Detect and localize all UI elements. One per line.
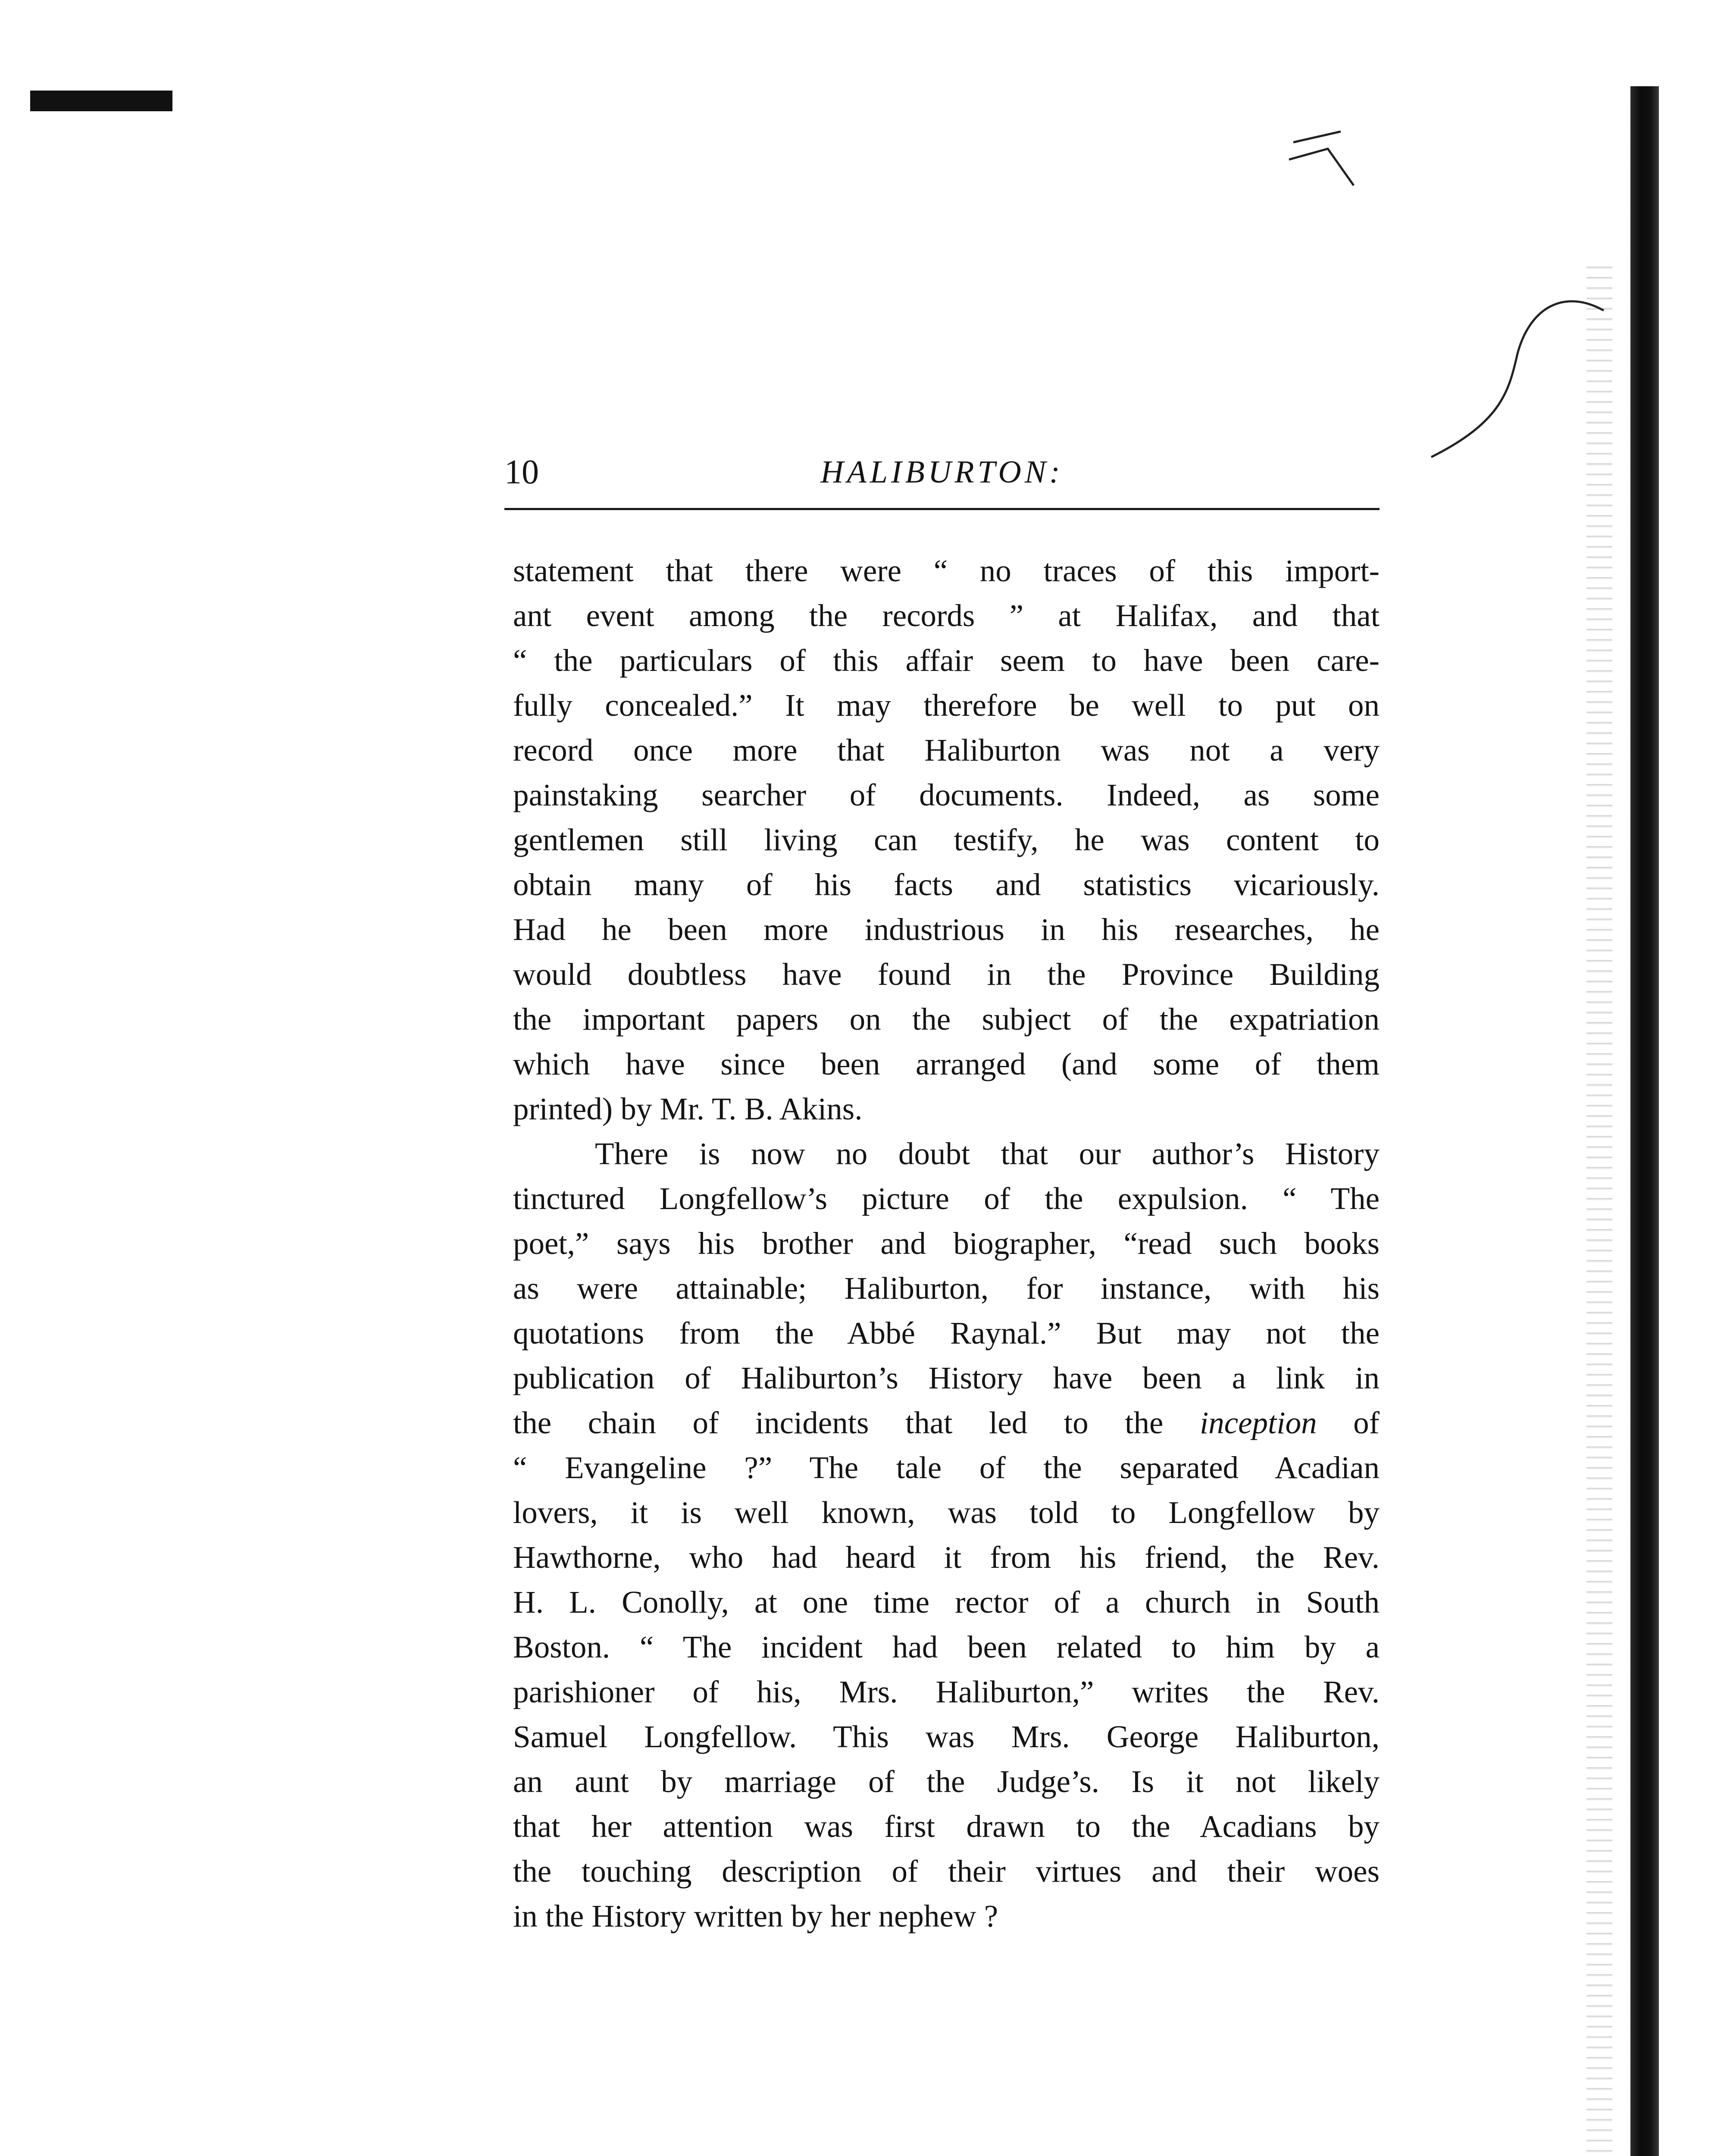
binding-speckle xyxy=(1586,259,1612,2156)
text-line: “ the particulars of this affair seem to have been care- xyxy=(513,643,1380,678)
text-line: publication of Haliburton’s History have been a link in xyxy=(513,1360,1380,1395)
text-line: Had he been more industrious in his researches, he xyxy=(513,912,1380,947)
text-fragment: the chain of incidents that led to the xyxy=(513,1405,1200,1440)
text-line: in the History written by her nephew ? xyxy=(513,1899,998,1934)
text-line: tinctured Longfellow’s picture of the expulsion. “ The xyxy=(513,1181,1380,1216)
scan-edge-mark xyxy=(30,91,172,111)
text-line: printed) by Mr. T. B. Akins. xyxy=(513,1091,863,1126)
body-text xyxy=(513,548,1380,1939)
text-line: fully concealed.” It may therefore be well to put on xyxy=(513,688,1380,723)
pencil-annotation-mark xyxy=(1276,129,1371,198)
text-line: record once more that Haliburton was not a very xyxy=(513,733,1380,768)
text-line: quotations from the Abbé Raynal.” But may not the xyxy=(513,1316,1380,1351)
text-line: parishioner of his, Mrs. Haliburton,” writes the Rev. xyxy=(513,1674,1380,1709)
text-line-with-italic xyxy=(513,1401,1380,1445)
text-line: the important papers on the subject of the expatriation xyxy=(513,1002,1380,1037)
running-head xyxy=(504,448,1380,496)
text-line: an aunt by marriage of the Judge’s. Is it not likely xyxy=(513,1764,1380,1799)
text-line: H. L. Conolly, at one time rector of a church in South xyxy=(513,1585,1380,1620)
text-line: painstaking searcher of documents. Indeed, as some xyxy=(513,777,1380,812)
text-line: “ Evangeline ?” The tale of the separated Acadian xyxy=(513,1450,1380,1485)
page-number: 10 xyxy=(504,453,539,491)
text-line: ant event among the records ” at Halifax, and that xyxy=(513,598,1380,633)
page-title: HALIBURTON: xyxy=(820,454,1064,490)
text-line: the touching description of their virtues and their woes xyxy=(513,1854,1380,1889)
text-line: that her attention was first drawn to the Acadians by xyxy=(513,1809,1380,1844)
text-line: would doubtless have found in the Province Building xyxy=(513,957,1380,992)
italic-word: inception xyxy=(1199,1405,1317,1440)
text-line: which have since been arranged (and some of them xyxy=(513,1047,1380,1081)
text-line: Hawthorne, who had heard it from his friend, the Rev. xyxy=(513,1540,1380,1575)
text-line: obtain many of his facts and statistics vicariously. xyxy=(513,867,1380,902)
text-line: statement that there were “ no traces of this import- xyxy=(513,553,1380,588)
text-line: as were attainable; Haliburton, for instance, with his xyxy=(513,1271,1380,1306)
text-line: gentlemen still living can testify, he was content to xyxy=(513,822,1380,857)
text-fragment: of xyxy=(1317,1405,1380,1440)
pencil-annotation-arc xyxy=(1423,293,1612,483)
header-rule xyxy=(504,508,1380,510)
text-line: Samuel Longfellow. This was Mrs. George Haliburton, xyxy=(513,1719,1380,1754)
text-line: Boston. “ The incident had been related to him by a xyxy=(513,1630,1380,1664)
text-line: lovers, it is well known, was told to Longfellow by xyxy=(513,1495,1380,1530)
text-line: There is now no doubt that our author’s History xyxy=(595,1136,1380,1171)
binding-shadow xyxy=(1630,86,1659,2156)
text-line: poet,” says his brother and biographer, “read such books xyxy=(513,1226,1380,1261)
